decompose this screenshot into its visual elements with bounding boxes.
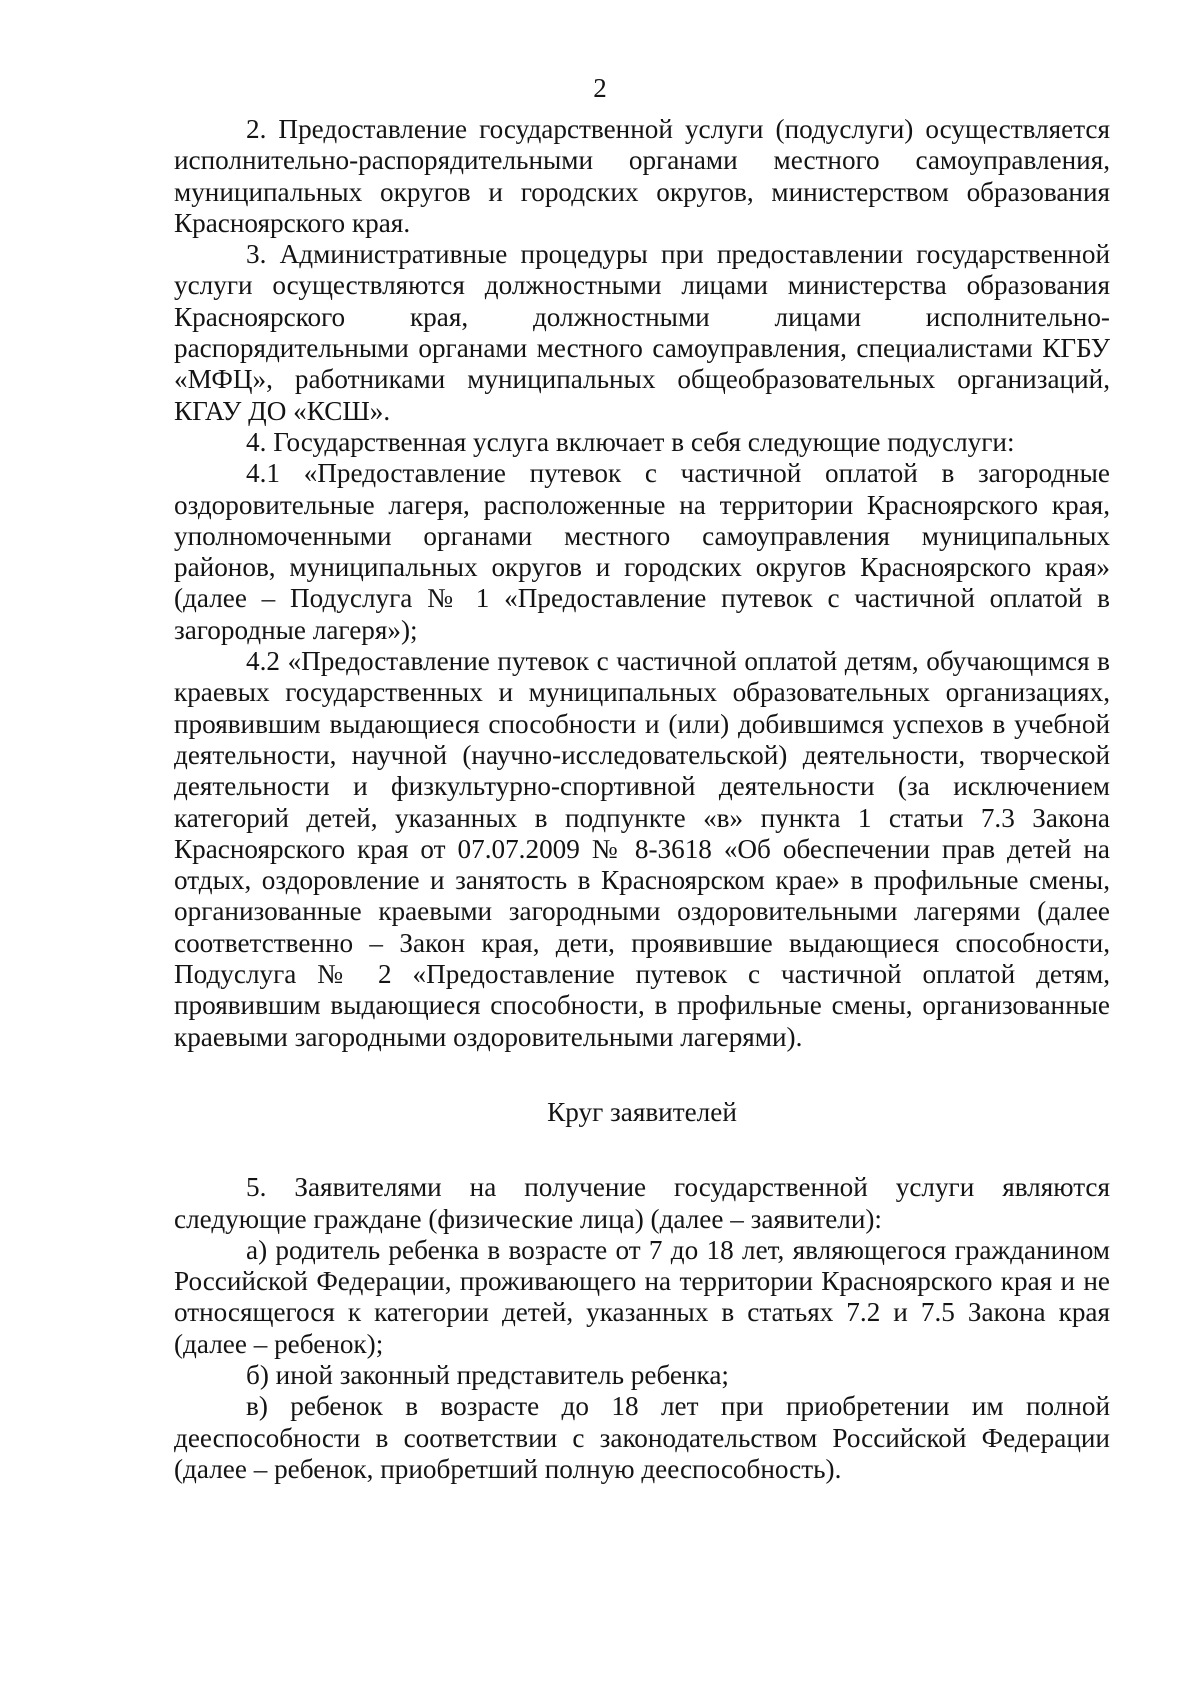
paragraph-5-applicants: 5. Заявителями на получение государственной услуги являются следующие граждане (физические лица) (далее – заявители): — [174, 1172, 1110, 1234]
section-heading-applicants: Круг заявителей — [547, 1096, 737, 1127]
document-body — [174, 114, 1110, 1485]
list-item-c-emancipated-child: в) ребенок в возрасте до 18 лет при приобретении им полной дееспособности в соответствии с законодательством Российской Федерации (далее – ребенок, приобретший полную дееспособность). — [174, 1391, 1110, 1484]
paragraph-2-service-providers: 2. Предоставление государственной услуги (подуслуги) осуществляется исполнительно-распорядительными органами местного самоуправления, муниципальных округов и городских округов, министерством образования Красноярского края. — [174, 114, 1110, 238]
list-item-b-legal-representative: б) иной законный представитель ребенка; — [246, 1359, 729, 1390]
paragraph-4-1-subservice-1: 4.1 «Предоставление путевок с частичной оплатой в загородные оздоровительные лагеря, расположенные на территории Красноярского края, уполномоченными органами местного самоуправления муниципальных районов, муниципальных округов и городских округов Красноярского края» (далее – Подуслуга № 1 «Предоставление путевок с частичной оплатой в загородные лагеря»); — [174, 458, 1110, 645]
page-number: 2 — [593, 73, 607, 103]
paragraph-4-subservices-intro: 4. Государственная услуга включает в себя следующие подуслуги: — [246, 426, 1015, 457]
paragraph-3-administrative-procedures: 3. Административные процедуры при предоставлении государственной услуги осуществляются должностными лицами министерства образования Красноярского края, должностными лицами исполнительно-распорядительными органами местного самоуправления, специалистами КГБУ «МФЦ», работниками муниципальных общеобразовательных организаций, КГАУ ДО «КСШ». — [174, 239, 1110, 426]
paragraph-4-2-subservice-2: 4.2 «Предоставление путевок с частичной оплатой детям, обучающимся в краевых государственных и муниципальных образовательных организациях, проявившим выдающиеся способности и (или) добившимся успехов в учебной деятельности, научной (научно-исследовательской) деятельности, творческой деятельности и физкультурно-спортивной деятельности (за исключением категорий детей, указанных в подпункте «в» пункта 1 статьи 7.3 Закона Красноярского края от 07.07.2009 № 8-3618 «Об обеспечении прав детей на отдых, оздоровление и занятость в Красноярском крае» в профильные смены, организованные краевыми загородными оздоровительными лагерями (далее соответственно – Закон края, дети, проявившие выдающиеся способности, Подуслуга № 2 «Предоставление путевок с частичной оплатой детям, проявившим выдающиеся способности, в профильные смены, организованные краевыми загородными оздоровительными лагерями). — [174, 646, 1110, 1052]
list-item-a-parent: а) родитель ребенка в возрасте от 7 до 18 лет, являющегося гражданином Российской Федерации, проживающего на территории Красноярского края и не относящегося к категории детей, указанных в статьях 7.2 и 7.5 Закона края (далее – ребенок); — [174, 1234, 1110, 1359]
